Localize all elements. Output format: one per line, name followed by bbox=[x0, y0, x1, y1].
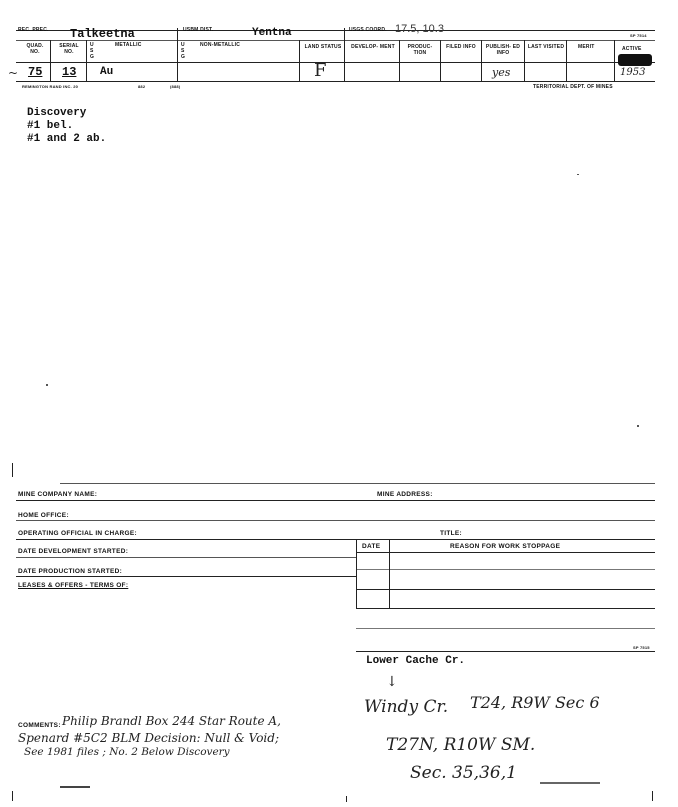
col-development: DEVELOP- MENT bbox=[351, 44, 395, 50]
col-merit: MERIT bbox=[578, 44, 595, 50]
comment-line-3: See 1981 files ; No. 2 Below Discovery bbox=[24, 746, 230, 758]
mine-company-name-label: MINE COMPANY NAME: bbox=[18, 491, 98, 498]
col-last-visited: LAST VISITED bbox=[527, 44, 565, 50]
mine-address-label: MINE ADDRESS: bbox=[377, 491, 433, 498]
date-dev-started-label: DATE DEVELOPMENT STARTED: bbox=[18, 548, 129, 555]
claims-text bbox=[27, 107, 106, 146]
leases-offers-label: LEASES & OFFERS - TERMS OF: bbox=[18, 582, 129, 589]
usgs-coord-value: 17.5, 10.3 bbox=[395, 23, 444, 35]
row-land-status: F bbox=[314, 60, 327, 81]
form-number-bottom: SP 7515 bbox=[633, 645, 650, 650]
code-b: (888) bbox=[170, 84, 181, 89]
date-column-header: DATE bbox=[362, 543, 381, 550]
comment-line-2: Spenard #5C2 BLM Decision: Null & Void; bbox=[18, 731, 279, 745]
title-label: TITLE: bbox=[440, 530, 463, 537]
col-usg-2: U S G bbox=[181, 42, 186, 60]
location-handwritten-4: Sec. 35,36,1 bbox=[410, 763, 517, 783]
col-published-info: PUBLISH- ED INFO bbox=[485, 44, 521, 56]
form-number-top: SP 7514 bbox=[630, 33, 647, 38]
row-published-info: yes bbox=[492, 66, 511, 79]
active-stamp-mark bbox=[618, 54, 652, 66]
comments-label: COMMENTS: bbox=[18, 722, 61, 729]
edge-mark bbox=[12, 463, 13, 477]
location-handwritten-3: T27N, R10W SM. bbox=[386, 735, 536, 755]
col-metallic: METALLIC bbox=[115, 42, 142, 48]
code-a: 882 bbox=[138, 84, 146, 89]
location-typed: Lower Cache Cr. bbox=[366, 655, 466, 667]
col-quad-no: QUAD. NO. bbox=[26, 43, 44, 55]
claim-line: Discovery bbox=[27, 107, 87, 119]
edge-mark bbox=[12, 791, 13, 801]
row-quad-prefix: ~ bbox=[8, 66, 19, 80]
speck bbox=[46, 384, 48, 386]
scribble bbox=[60, 786, 90, 788]
printer-credit: REMINGTON RAND INC. 20 bbox=[22, 84, 79, 89]
edge-mark bbox=[652, 791, 653, 801]
rec-prec-label: REC. PREC. bbox=[18, 27, 49, 33]
col-serial-no: SERIAL NO. bbox=[59, 43, 79, 55]
location-handwritten-2: T24, R9W Sec 6 bbox=[470, 693, 600, 712]
row-active: 1953 bbox=[620, 67, 646, 78]
location-handwritten-1: Windy Cr. bbox=[364, 697, 449, 717]
col-active: ACTIVE bbox=[622, 46, 642, 52]
location-arrow: ↓ bbox=[386, 674, 398, 690]
speck bbox=[577, 174, 579, 175]
claim-line: #1 and 2 ab. bbox=[27, 133, 107, 145]
usbm-dist-value: Yentna bbox=[252, 27, 292, 39]
date-prod-started-label: DATE PRODUCTION STARTED: bbox=[18, 568, 123, 575]
col-usg-1: U S G bbox=[90, 42, 95, 60]
department-name: TERRITORIAL DEPT. OF MINES bbox=[533, 84, 613, 90]
row-metallic: Au bbox=[100, 66, 114, 78]
scribble bbox=[540, 782, 600, 784]
edge-mark bbox=[346, 796, 347, 802]
col-land-status: LAND STATUS bbox=[304, 44, 342, 50]
col-production: PRODUC- TION bbox=[407, 44, 433, 56]
speck bbox=[637, 425, 639, 427]
comment-line-1: Philip Brandl Box 244 Star Route A, bbox=[62, 714, 281, 728]
claim-line: #1 bel. bbox=[27, 120, 74, 132]
operating-official-label: OPERATING OFFICIAL IN CHARGE: bbox=[18, 530, 137, 537]
col-non-metallic: NON-METALLIC bbox=[200, 42, 241, 48]
row-serial-no: 13 bbox=[62, 65, 77, 79]
rec-prec-value: Talkeetna bbox=[70, 27, 135, 41]
usgs-coord-label: USGS COORD. bbox=[349, 27, 387, 33]
row-quad-no: 75 bbox=[28, 65, 43, 79]
reason-column-header: REASON FOR WORK STOPPAGE bbox=[450, 543, 561, 550]
usbm-dist-label: USBM DIST. bbox=[183, 27, 214, 33]
col-filed-info: FILED INFO bbox=[446, 44, 476, 50]
home-office-label: HOME OFFICE: bbox=[18, 512, 69, 519]
